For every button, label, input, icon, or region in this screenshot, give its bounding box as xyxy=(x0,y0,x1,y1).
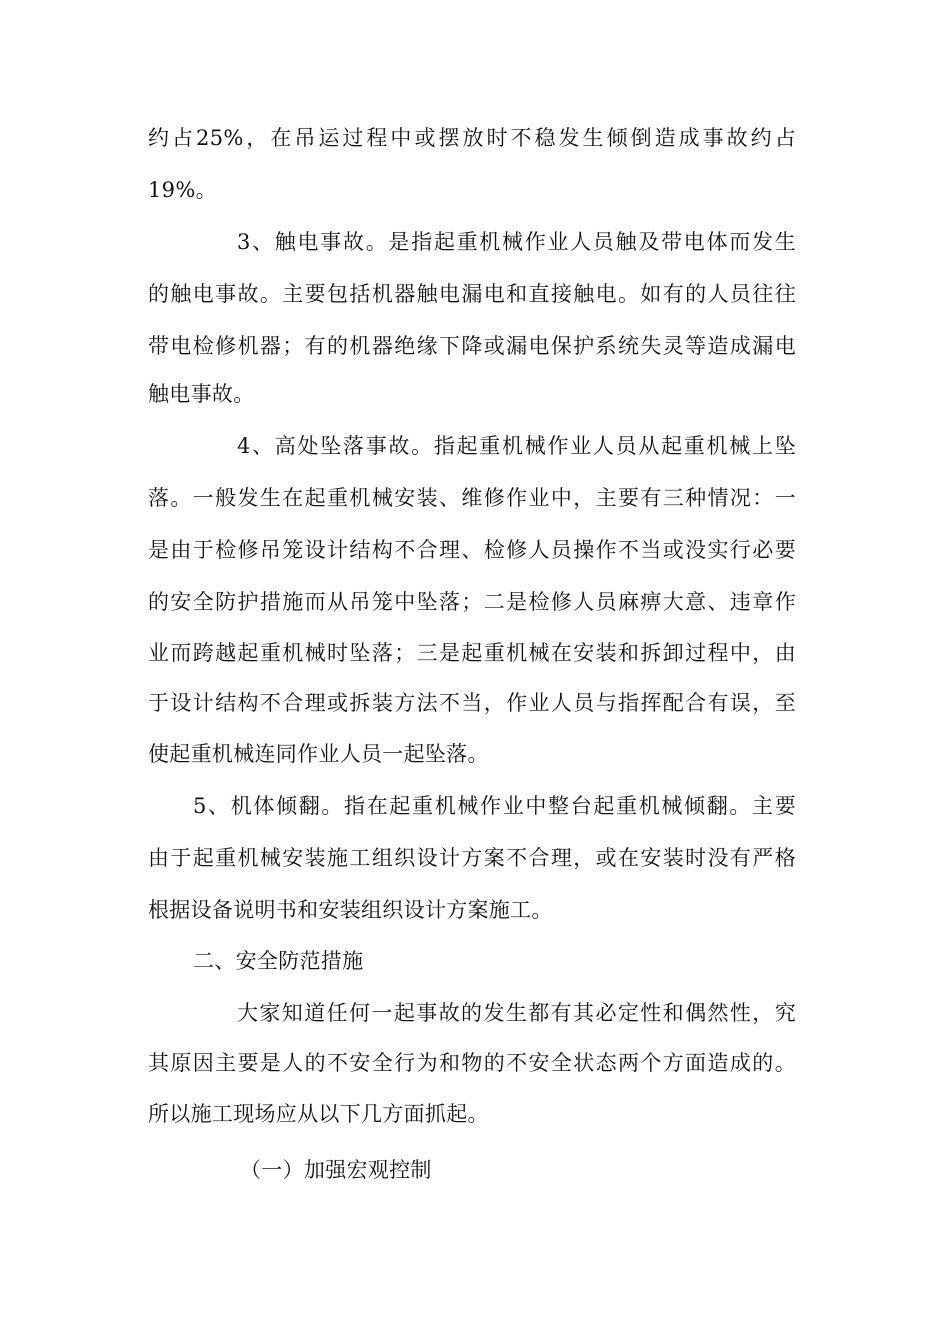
paragraph-5-first-line: 5、机体倾翻。指在起重机械作业中整台起重机械倾翻。主要 xyxy=(193,794,796,818)
section-heading: 二、安全防范措施 xyxy=(193,949,364,973)
body-text-line: 的触电事故。主要包括机器触电漏电和直接触电。如有的人员往往 xyxy=(148,282,796,306)
body-text-line: 是由于检修吊笼设计结构不合理、检修人员操作不当或没实行必要 xyxy=(148,538,796,562)
body-text-line: 带电检修机器；有的机器绝缘下降或漏电保护系统失灵等造成漏电 xyxy=(148,334,796,358)
body-text-line: 根据设备说明书和安装组织设计方案施工。 xyxy=(148,898,553,922)
paragraph-3-first-line: 3、触电事故。是指起重机械作业人员触及带电体而发生 xyxy=(237,230,796,254)
body-text-line: 19%。 xyxy=(148,178,217,202)
body-text-line: 所以施工现场应从以下几方面抓起。 xyxy=(148,1102,489,1126)
body-text-line: 业而跨越起重机械时坠落；三是起重机械在安装和拆卸过程中，由 xyxy=(148,641,796,665)
body-text-line: 约占25%，在吊运过程中或摆放时不稳发生倾倒造成事故约占 xyxy=(148,126,796,150)
paragraph-4-first-line: 4、高处坠落事故。指起重机械作业人员从起重机械上坠 xyxy=(237,434,796,458)
body-text-line: 触电事故。 xyxy=(148,382,255,406)
body-text-line: 由于起重机械安装施工组织设计方案不合理，或在安装时没有严格 xyxy=(148,846,796,870)
subsection-heading: （一）加强宏观控制 xyxy=(240,1158,432,1182)
paragraph-intro-first-line: 大家知道任何一起事故的发生都有其必定性和偶然性，究 xyxy=(237,1001,796,1025)
body-text-line: 的安全防护措施而从吊笼中坠落；二是检修人员麻痹大意、违章作 xyxy=(148,590,796,614)
body-text-line: 落。一般发生在起重机械安装、维修作业中，主要有三种情况：一 xyxy=(148,486,796,510)
body-text-line: 其原因主要是人的不安全行为和物的不安全状态两个方面造成的。 xyxy=(148,1051,796,1075)
body-text-line: 于设计结构不合理或拆装方法不当，作业人员与指挥配合有误，至 xyxy=(148,691,796,715)
body-text-line: 使起重机械连同作业人员一起坠落。 xyxy=(148,742,489,766)
